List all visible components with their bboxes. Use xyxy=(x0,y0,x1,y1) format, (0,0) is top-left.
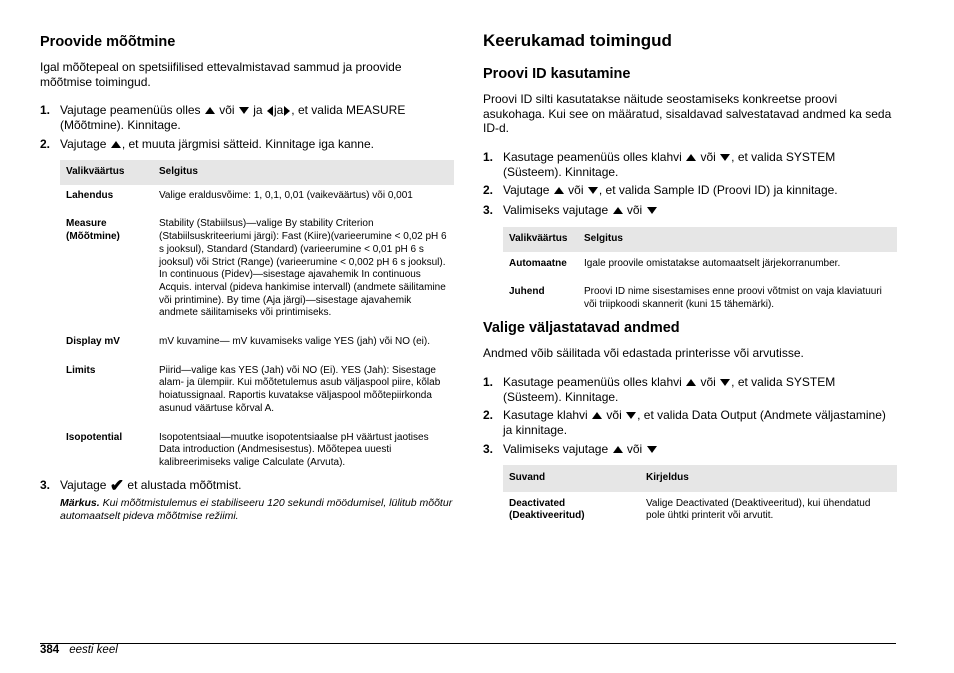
measuring-step-3: 3. Vajutage ✔ et alustada mõõtmist. xyxy=(40,476,242,495)
table-row: Display mV mV kuvamine— mV kuvamiseks valige YES (jah) või NO (ei). xyxy=(66,336,431,348)
page-number: 384 xyxy=(40,644,60,656)
arrow-down-icon xyxy=(720,379,730,386)
table-header-row: Valikväärtus Selgitus xyxy=(60,160,454,185)
table-row: Measure (Mõõtmine) Stability (Stabiilsus)—valige By stability Criterion (Stabiilsuskriteeriumi järgi): Fast (Kiire)(varieerumine < 0,02 pH 6 s jooksul), Standard (Standard) (varieerumine < 0,01 pH 6 s jooksul) või Strict (Range) (varieerumine < 0,002 pH 6 s jooksul). In continuous (Pidev)—sisestage ajavahemik In continuous Acquis. interval (pideva hankimise intervall) (andmete säilitamine või printimine). By time (Aja järgi)—sisestage ajavahemik andmete säilitamiseks või printimiseks. xyxy=(66,218,447,319)
checkmark-icon: ✔ xyxy=(109,476,125,495)
measuring-note: Märkus. Kui mõõtmistulemus ei stabiliseeru 120 sekundi möödumisel, lülitub mõõtur automaatselt pideva mõõtmise režiimi. xyxy=(60,497,453,522)
data-output-intro: Andmed võib säilitada või edastada printerisse või arvutisse. xyxy=(483,346,804,360)
arrow-up-icon xyxy=(686,154,696,161)
data-output-step-3: 3. Valimiseks vajutage või xyxy=(483,442,897,457)
arrow-up-icon xyxy=(613,207,623,214)
section-title-measuring: Proovide mõõtmine xyxy=(40,34,176,50)
measuring-step-2: 2. Vajutage , et muuta järgmisi sätteid. Kinnitage iga kanne. xyxy=(40,137,374,151)
arrow-down-icon xyxy=(720,154,730,161)
table-row: Juhend Proovi ID nime sisestamises enne proovi võtmist on vaja klaviatuuri või triipkoodi skannerit (kuni 15 tähemärki). xyxy=(509,286,882,311)
arrow-up-icon xyxy=(613,446,623,453)
table-header-row: Valikväärtus Selgitus xyxy=(503,227,897,252)
data-output-table xyxy=(503,465,897,535)
footer-divider xyxy=(40,643,896,644)
arrow-up-icon xyxy=(205,107,215,114)
measuring-intro: Igal mõõtepeal on spetsiifilised ettevalmistavad sammud ja proovide mõõtmise toimingud. xyxy=(40,60,402,89)
sample-id-table xyxy=(503,227,897,324)
table-row: Isopotential Isopotentsiaal—muutke isopotentsiaalse pH väärtust jaotises Data introduction (Andmesisestus). Mõõtepea uuesti kalibreerimiseks valige Calculate (Arvuta). xyxy=(66,431,429,468)
table-row: Deactivated (Deaktiveeritud) Valige Deactivated (Deaktiveeritud), kui ühendatud pole ühtki printerit või arvutit. xyxy=(509,497,871,522)
arrow-down-icon xyxy=(239,107,249,114)
arrow-up-icon xyxy=(592,412,602,419)
section-title-data-output: Valige väljastatavad andmed xyxy=(483,320,680,336)
arrow-down-icon xyxy=(647,446,657,453)
table-header-row: Suvand Kirjeldus xyxy=(503,465,897,492)
arrow-down-icon xyxy=(588,187,598,194)
arrow-down-icon xyxy=(626,412,636,419)
sample-id-intro: Proovi ID silti kasutatakse näitude seostamiseks konkreetse proovi asukohaga. Kui see on määratud, sisaldavad salvestatavad andmed ka seda ID-d. xyxy=(483,92,892,135)
arrow-up-icon xyxy=(554,187,564,194)
sample-id-step-3: 3. Valimiseks vajutage või xyxy=(483,203,897,218)
footer-language: eesti keel xyxy=(69,644,118,656)
arrow-down-icon xyxy=(647,207,657,214)
sample-id-step-1: 1. Kasutage peamenüüs olles klahvi või , et valida SYSTEM (Süsteem). Kinnitage. xyxy=(483,150,836,179)
measuring-settings-table xyxy=(60,160,454,482)
data-output-step-1: 1. Kasutage peamenüüs olles klahvi või , et valida SYSTEM (Süsteem). Kinnitage. xyxy=(483,375,836,404)
table-row: Automaatne Igale proovile omistatakse automaatselt järjekorranumber. xyxy=(509,257,841,269)
arrow-left-icon xyxy=(267,106,273,116)
arrow-right-icon xyxy=(284,106,290,116)
page-footer xyxy=(40,643,118,657)
arrow-up-icon xyxy=(111,141,121,148)
table-row: Lahendus Valige eraldusvõime: 1, 0,1, 0,01 (vaikeväärtus) või 0,001 xyxy=(66,189,413,201)
sample-id-step-2: 2. Vajutage või , et valida Sample ID (Proovi ID) ja kinnitage. xyxy=(483,183,838,197)
measuring-step-1: 1. Vajutage peamenüüs olles või ja ja , et valida MEASURE (Mõõtmine). Kinnitage. xyxy=(40,103,406,132)
table-row: Limits Piirid—valige kas YES (Jah) või NO (Ei). YES (Jah): Sisestage alam- ja ülempiir. Kui mõõtetulemus asub väljaspool piire, kõlab hoiatussignaal. Raportis kuvatakse väljaspool mõõtepiirkonda asunud väärtuse kõrval A. xyxy=(66,364,441,414)
data-output-step-2: 2. Kasutage klahvi või , et valida Data Output (Andmete väljastamine) ja kinnitage. xyxy=(483,408,886,437)
arrow-up-icon xyxy=(686,379,696,386)
section-title-sample-id: Proovi ID kasutamine xyxy=(483,66,631,82)
page-title: Keerukamad toimingud xyxy=(483,31,672,50)
